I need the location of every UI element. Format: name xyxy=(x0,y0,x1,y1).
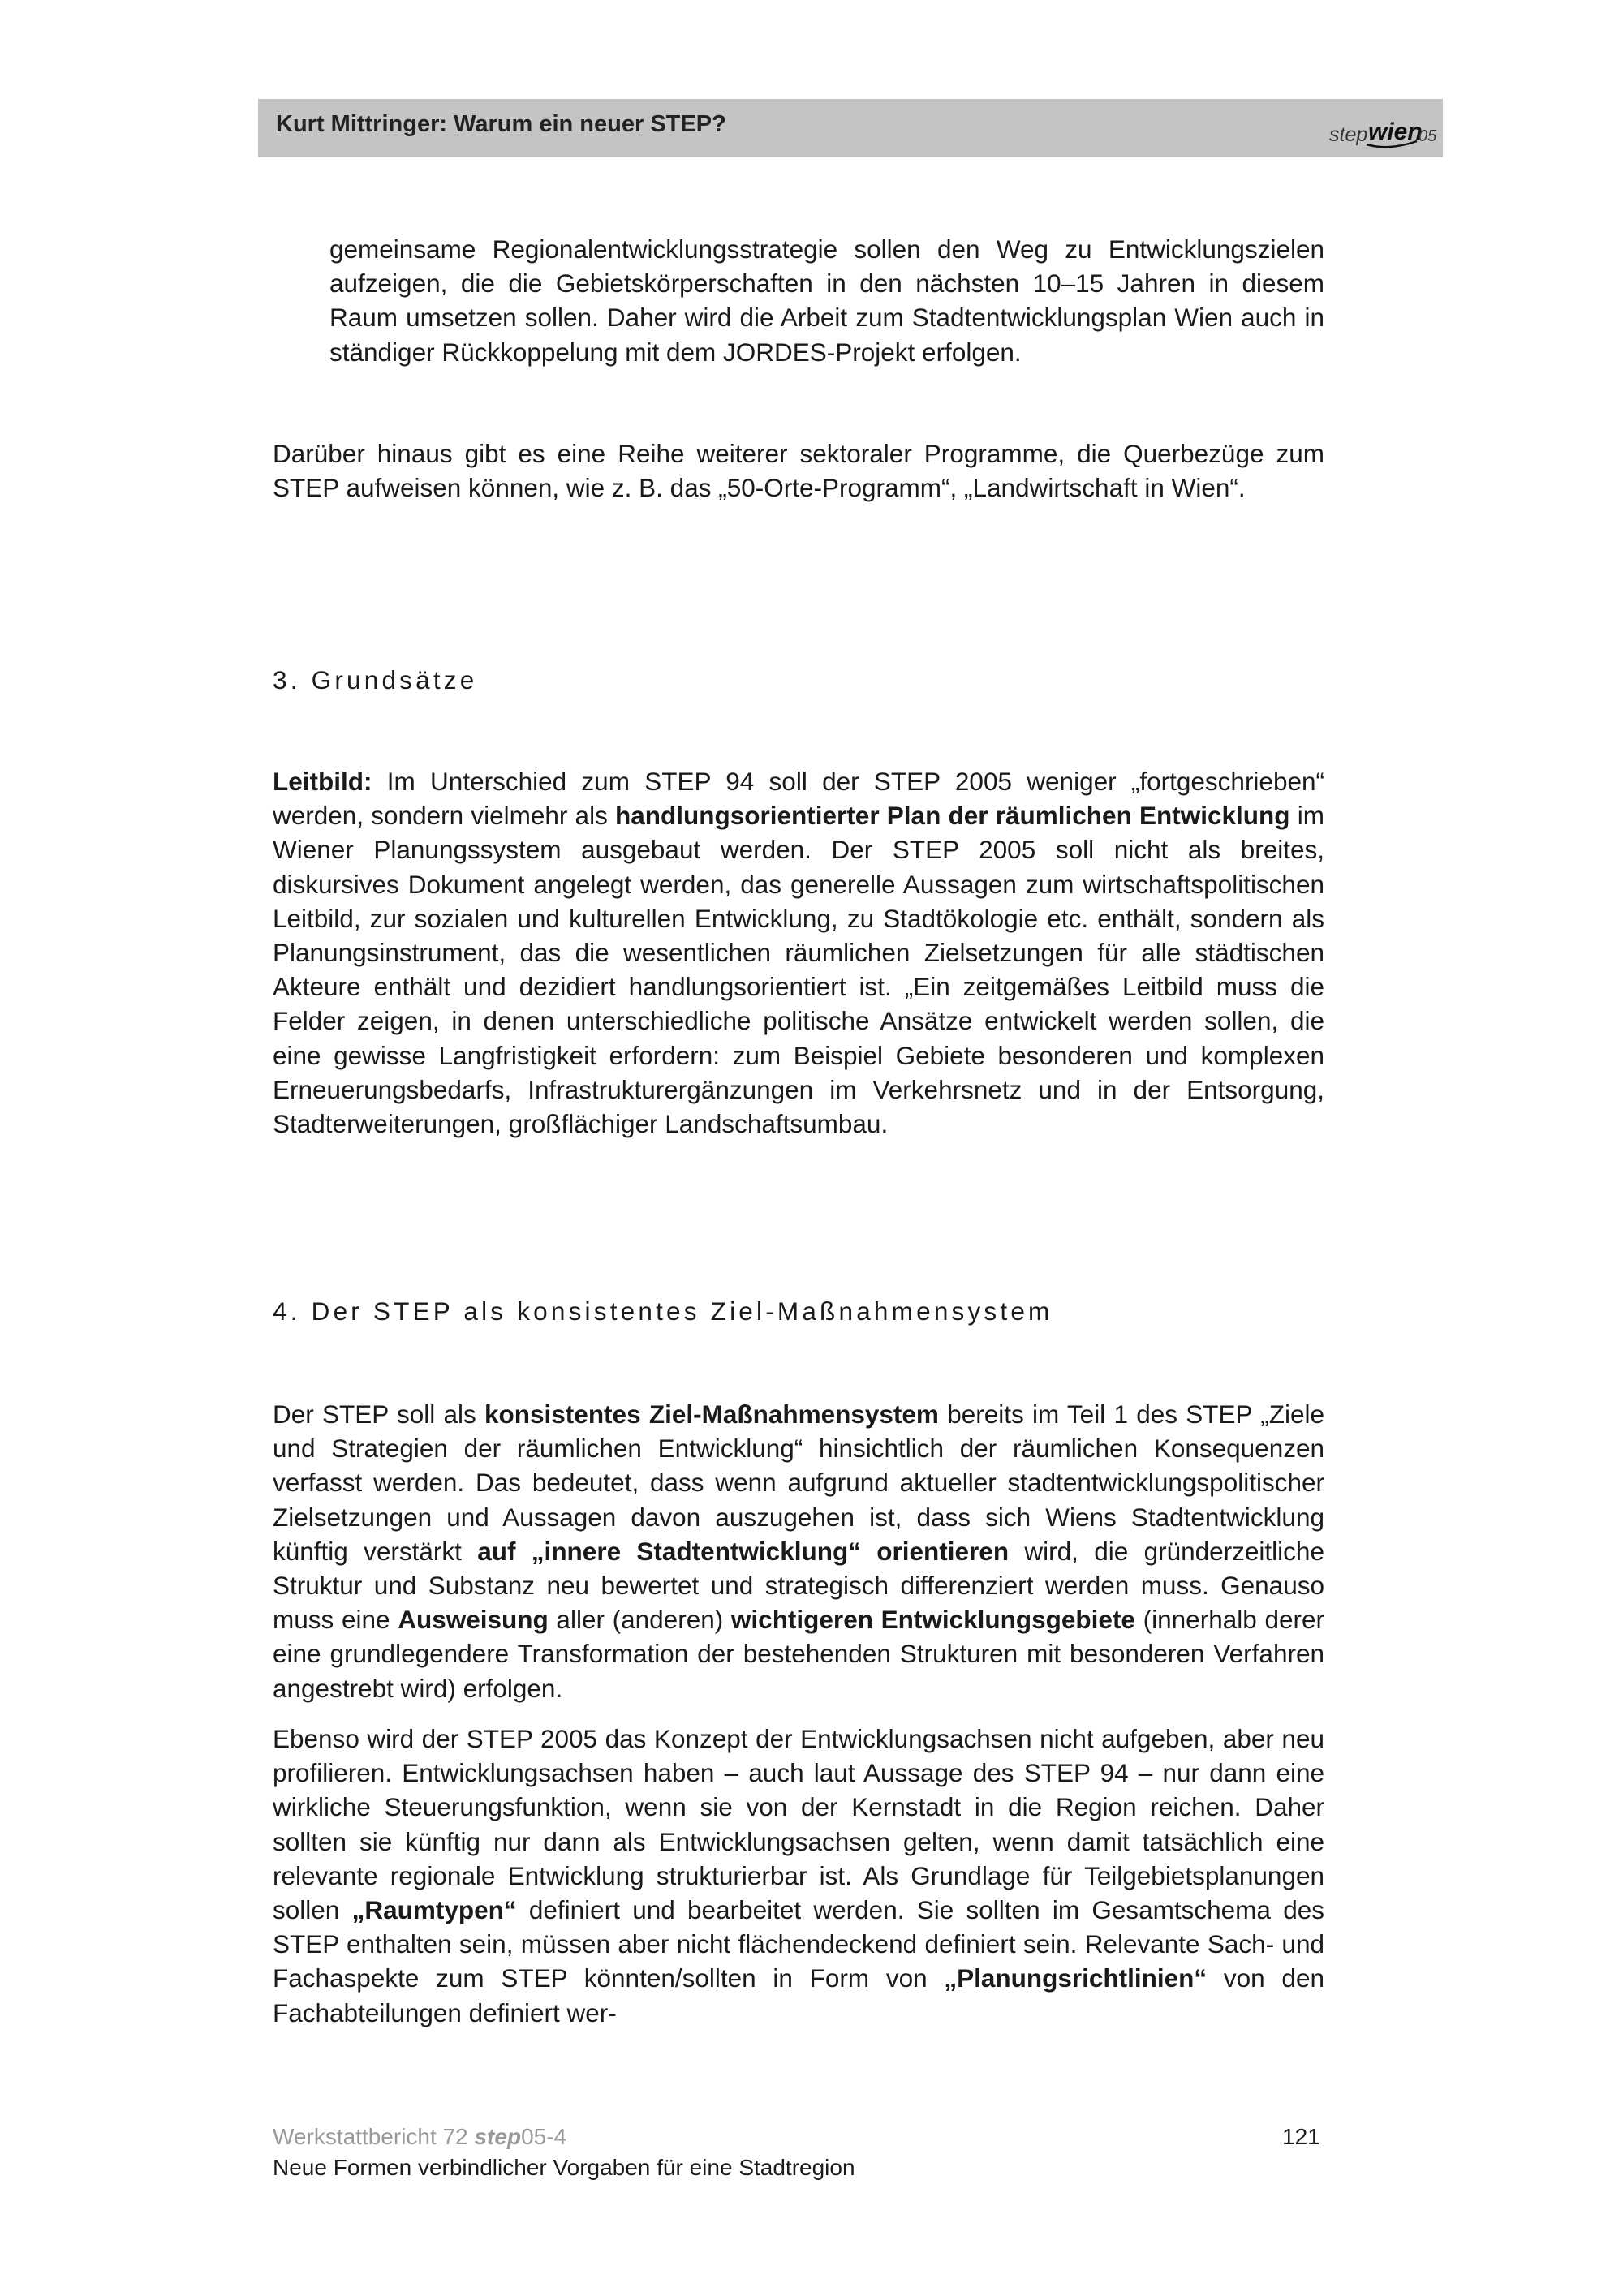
header-title: Kurt Mittringer: Warum ein neuer STEP? xyxy=(276,111,726,137)
text-run: wird, die gründerzeitliche Struktur und Substanz neu bewertet und strategisch differenziert werden muss. Genauso muss eine xyxy=(273,1536,1324,1635)
text-run: definiert und bearbeitet werden. Sie sollten im Gesamtschema des STEP enthalten sein, müssen aber nicht flächendeckend definiert sein. Relevante Sach- und Fachaspekte zum STEP könnten/sollten in Form von xyxy=(273,1895,1324,1993)
text-run: bereits im Teil 1 des STEP „Ziele und Strategien der räumlichen Entwicklung“ hinsichtlich der räumlichen Konsequenzen verfasst werden. Das bedeutet, dass wenn aufgrund aktueller stadtentwicklungspolitischer Zielsetzungen und Aussagen davon auszugehen ist, dass sich Wiens Stadtentwicklung künftig verstärkt xyxy=(273,1400,1324,1566)
paragraph-entwicklungsachsen xyxy=(273,1722,1324,2030)
paragraph-ziel-massnahmensystem xyxy=(273,1397,1324,1705)
section-heading-3: 3. Grundsätze xyxy=(273,665,478,694)
bold-run: „Planungsrichtlinien“ xyxy=(944,1963,1208,1993)
page-number: 121 xyxy=(1282,2124,1320,2149)
step-wien-logo xyxy=(1328,112,1440,151)
footer-subtitle: Neue Formen verbindlicher Vorgaben für eine Stadtregion xyxy=(273,2155,855,2180)
footer-report-step: step xyxy=(474,2124,522,2149)
text-run: Ebenso wird der STEP 2005 das Konzept der Entwicklungsachsen nicht aufgeben, aber neu profilieren. Entwicklungsachsen haben – auch laut Aussage des STEP 94 – nur dann eine wirkliche Steuerungsfunktion, wenn sie von der Kernstadt in die Region reichen. Daher sollten sie künftig nur dann als Entwicklungsachsen gelten, wenn damit tatsächlich eine relevante regionale Entwicklung strukturierbar ist. Als Grundlage für Teilgebietsplanungen sollen xyxy=(273,1724,1324,1925)
paragraph-leitbild xyxy=(273,764,1324,1141)
leitbild-label: Leitbild: xyxy=(273,767,372,796)
text-run: aller (anderen) xyxy=(548,1605,731,1635)
svg-text:05: 05 xyxy=(1419,127,1437,145)
text-run: von den Fachabteilungen definiert wer- xyxy=(273,1963,1324,2027)
bold-run: Ausweisung xyxy=(398,1605,549,1635)
text-run: Der STEP soll als xyxy=(273,1400,485,1429)
footer-report-title xyxy=(273,2124,566,2150)
bold-run: auf „innere Stadtentwicklung“ orientieren xyxy=(477,1536,1010,1566)
text-run: (innerhalb derer eine grundlegendere Transformation der bestehenden Strukturen mit besonderen Verfahren angestrebt wird) erfolgen. xyxy=(273,1605,1324,1703)
bold-run: wichtigeren Entwicklungsgebiete xyxy=(730,1605,1135,1635)
bold-run: konsistentes Ziel-Maßnahmensystem xyxy=(484,1400,939,1429)
section-heading-4: 4. Der STEP als konsistentes Ziel-Maßnahmensystem xyxy=(273,1296,1053,1326)
paragraph-sectoral-programs: Darüber hinaus gibt es eine Reihe weiterer sektoraler Programme, die Querbezüge zum STEP aufweisen können, wie z. B. das „50-Orte-Programm“, „Landwirtschaft in Wien“. xyxy=(273,439,1324,503)
text-run: im Wiener Planungssystem ausgebaut werden. Der STEP 2005 soll nicht als breites, diskursives Dokument angelegt werden, das generelle Aussagen zum wirtschaftspolitischen Leitbild, zur sozialen und kulturellen Entwicklung, zu Stadtökologie etc. enthält, sondern als Planungsinstrument, das die wesentlichen räumlichen Zielsetzungen für alle städtischen Akteure enthält und dezidiert handlungsorientiert ist. „Ein zeitgemäßes Leitbild muss die Felder zeigen, in denen unterschiedliche politische Ansätze entwickelt werden sollen, die eine gewisse Langfristigkeit erfordern: zum Beispiel Gebiete besonderen und komplexen Erneuerungsbedarfs, Infrastrukturergänzungen im Verkehrsnetz und in der Entsorgung, Stadterweiterungen, großflächiger Landschaftsumbau. xyxy=(273,801,1324,1139)
footer-report-prefix: Werkstattbericht 72 xyxy=(273,2124,475,2149)
paragraph-jordes: gemeinsame Regionalentwicklungsstrategie sollen den Weg zu Entwicklungszielen aufzeigen, die die Gebietskörperschaften in den nächsten 10–15 Jahren in diesem Raum umsetzen sollen. Daher wird die Arbeit zum Stadtentwicklungsplan Wien auch in ständiger Rückkoppelung mit dem JORDES-Projekt erfolgen. xyxy=(329,234,1324,367)
bold-run: handlungsorientierter Plan der räumlichen Entwicklung xyxy=(615,801,1290,831)
svg-text:step: step xyxy=(1329,123,1368,146)
text-run: Im Unterschied zum STEP 94 soll der STEP 2005 weniger „fortgeschrieben“ werden, sondern vielmehr als xyxy=(273,767,1324,831)
footer-report-suffix: 05-4 xyxy=(521,2124,567,2149)
bold-run: „Raumtypen“ xyxy=(351,1895,517,1925)
step-wien-logo-icon xyxy=(1328,112,1440,151)
svg-text:wien: wien xyxy=(1368,118,1423,145)
